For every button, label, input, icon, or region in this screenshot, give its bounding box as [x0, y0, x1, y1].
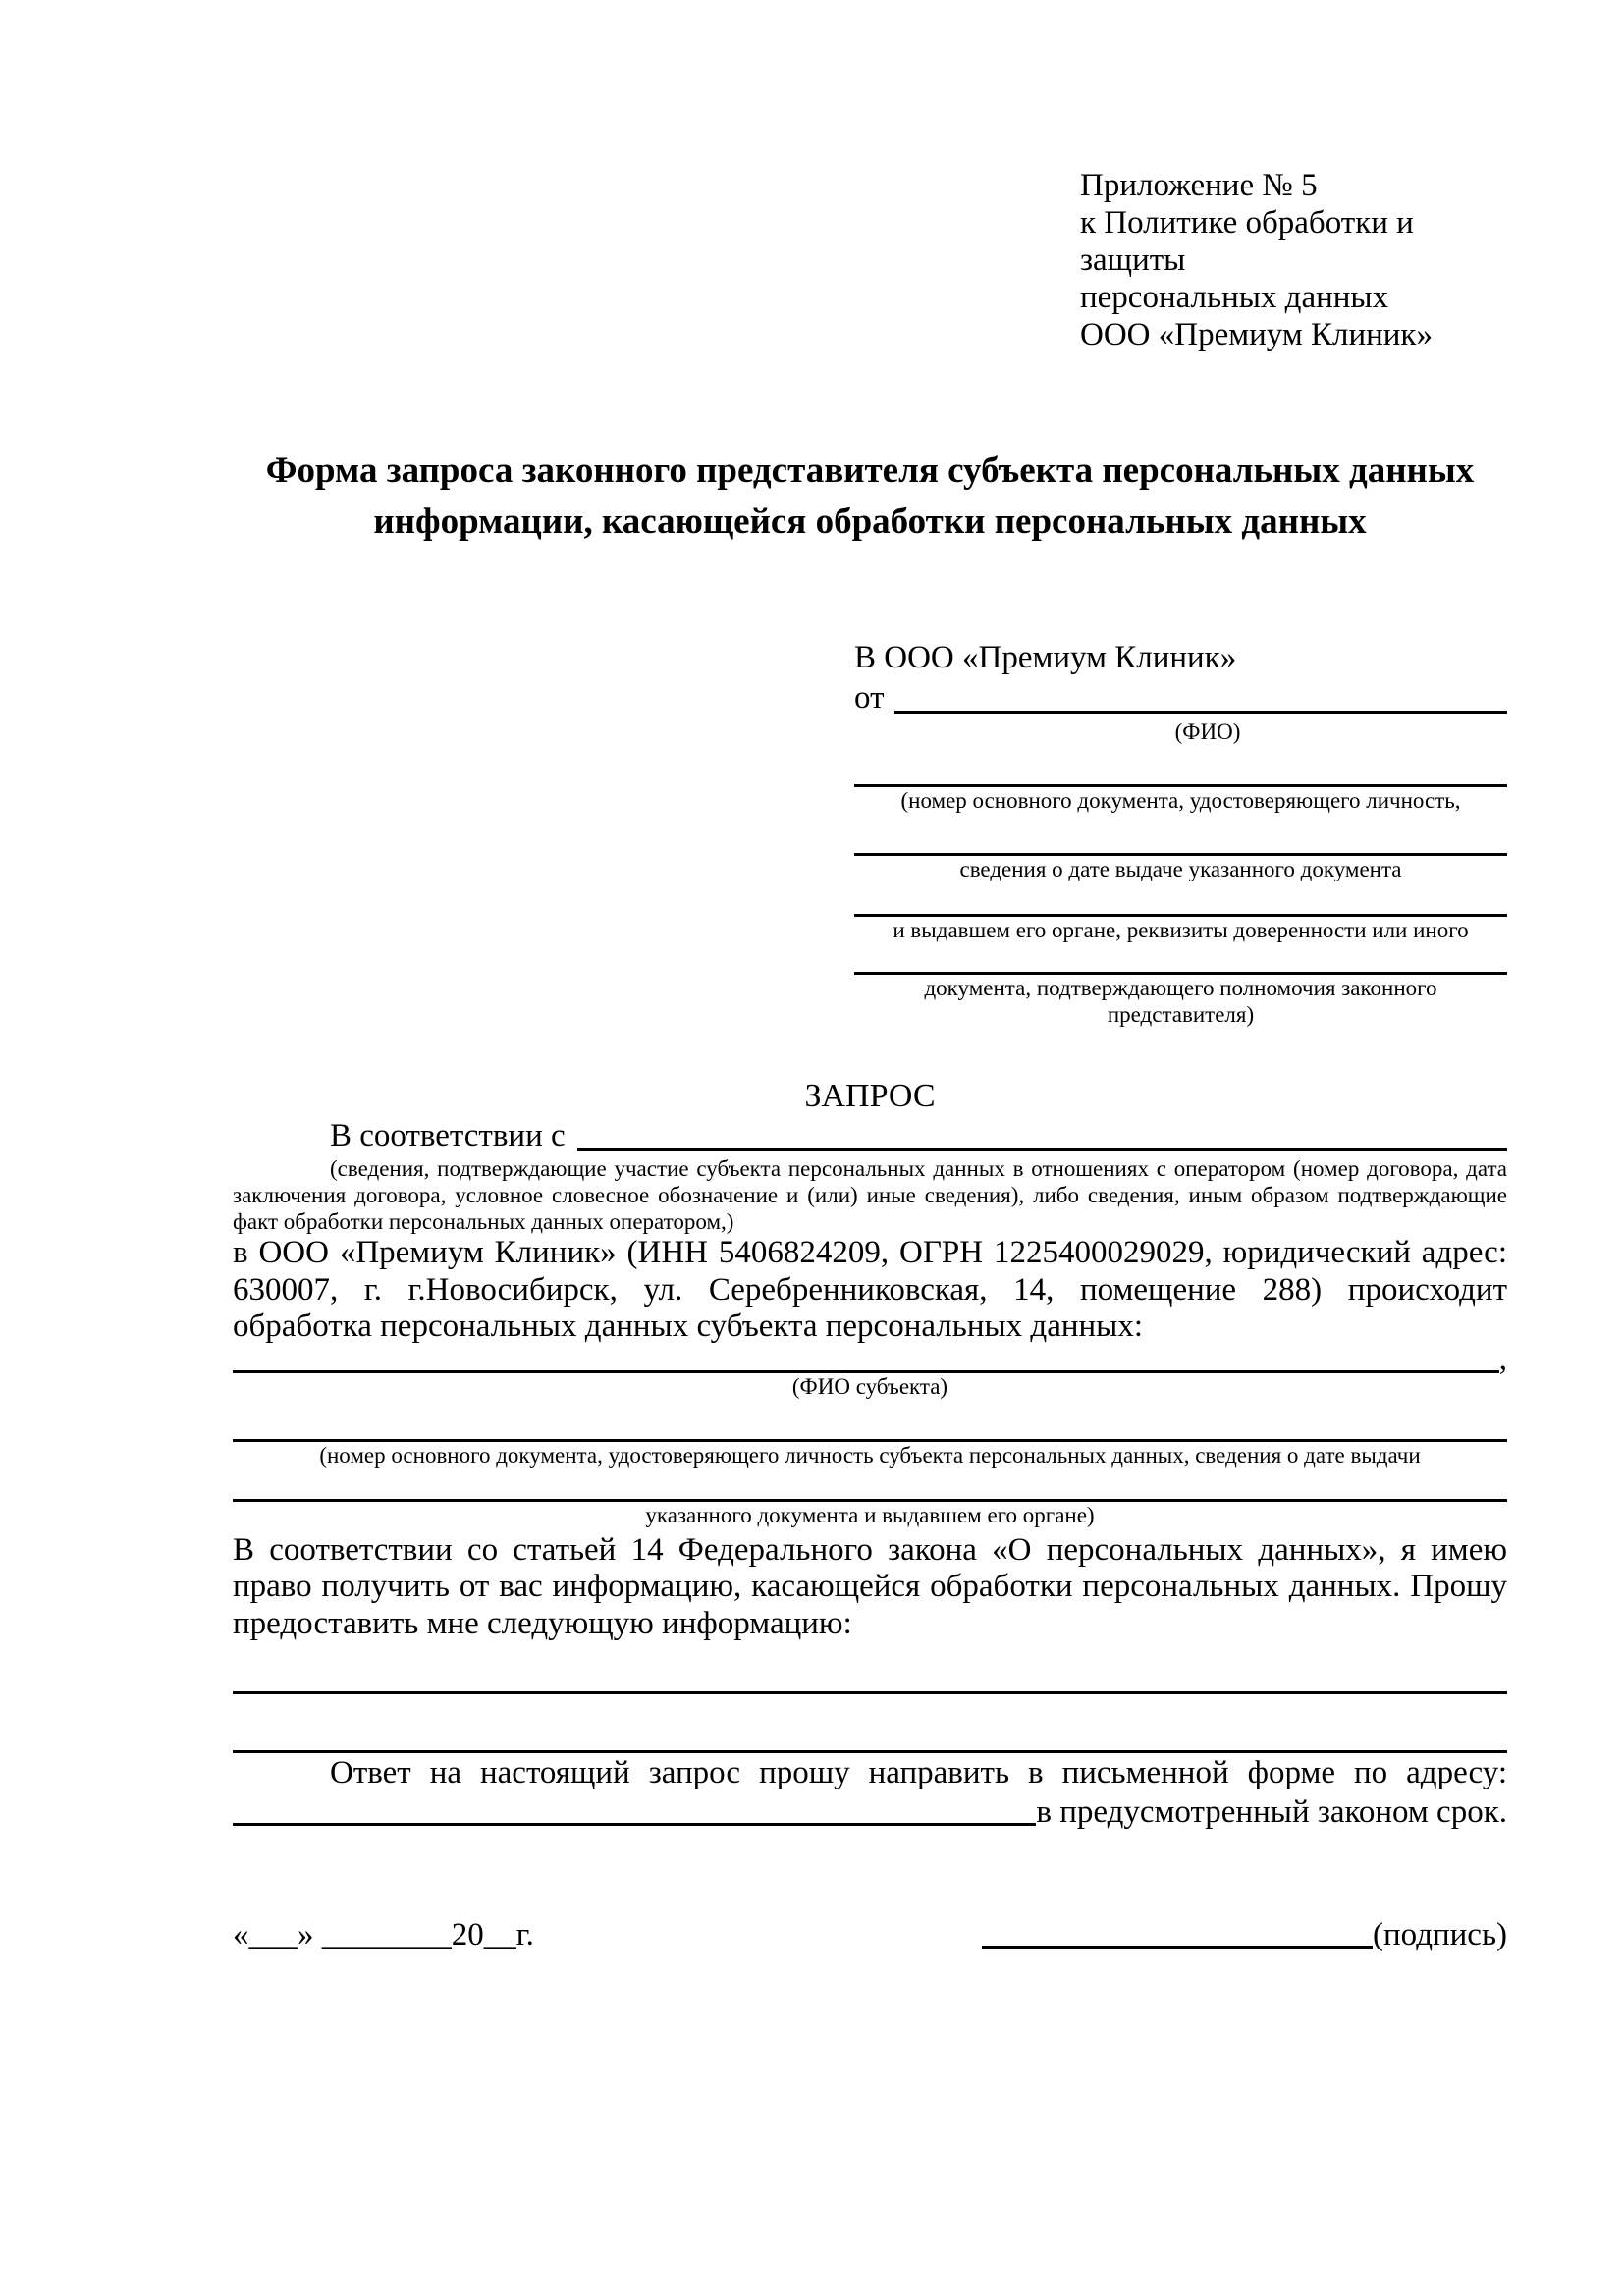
from-label: от: [854, 680, 885, 716]
appendix-policy-line: к Политике обработки и защиты: [1080, 205, 1414, 278]
date-blank: «___» ________20__г.: [233, 1917, 534, 1952]
representative-doc-row-4: [854, 943, 1507, 1028]
representative-doc-row-2: [854, 814, 1507, 882]
representative-doc-blank-line-2: [854, 814, 1507, 856]
subject-doc-blank-line-1: [233, 1400, 1507, 1442]
signature-caption: (подпись): [1373, 1917, 1507, 1952]
from-blank-line: [894, 678, 1508, 714]
from-row: [854, 678, 1507, 719]
subject-fio-comma: ,: [1498, 1341, 1507, 1377]
representative-doc-caption-2: сведения о дате выдаче указанного документа: [959, 857, 1402, 881]
answer-address-row: [233, 1792, 1507, 1832]
representative-doc-blank-line-1: [854, 765, 1507, 787]
representative-doc-row-3: [854, 882, 1507, 943]
answer-request-paragraph: Ответ на настоящий запрос прошу направить в письменной форме по адресу:: [330, 1755, 1507, 1790]
appendix-header: [1080, 167, 1507, 353]
document-title-line1: Форма запроса законного представителя субъекта персональных данных: [265, 451, 1475, 491]
subject-doc-caption-2: указанного документа и выдавшем его органе): [645, 1502, 1095, 1527]
representative-doc-blank-line-4: [854, 943, 1507, 975]
footer-row: [233, 1915, 1507, 1954]
representative-doc-row-1: [854, 765, 1507, 814]
appendix-organization: ООО «Премиум Клиник»: [1080, 317, 1433, 352]
subject-doc-caption-1: (номер основного документа, удостоверяющего личность субъекта персональных данных, сведения о дате выдачи: [319, 1442, 1421, 1468]
addressee-block: [854, 638, 1507, 1028]
accordance-caption: (сведения, подтверждающие участие субъекта персональных данных в отношениях с оператором (номер договора, дата заключения договора, условное словесное обозначение и (или) иные сведения), либо сведения, иным образом подтверждающие факт обработки персональных данных оператором,): [233, 1156, 1507, 1234]
representative-doc-caption-1: (номер основного документа, удостоверяющего личность,: [900, 788, 1461, 813]
subject-fio-caption: (ФИО субъекта): [791, 1373, 948, 1399]
representative-doc-blank-line-3: [854, 882, 1507, 917]
representative-doc-caption-4: документа, подтверждающего полномочия законного представителя): [924, 976, 1437, 1027]
representative-doc-caption-3: и выдавшем его органе, реквизиты доверенности или иного: [893, 918, 1469, 942]
subject-doc-blank-line-2: [233, 1468, 1507, 1502]
requested-info-blank-line-2: [233, 1694, 1507, 1753]
addressee-organization: В ООО «Премиум Клиник»: [854, 640, 1237, 675]
document-title: [233, 446, 1507, 548]
answer-tail-text: в предусмотренный законом срок.: [1036, 1794, 1507, 1830]
document-title-line2: информации, касающейся обработки персональных данных: [373, 502, 1367, 542]
operator-paragraph: в ООО «Премиум Клиник» (ИНН 5406824209, ОГРН 1225400029029, юридический адрес: 630007, г. г.Новосибирск, ул. Серебренниковская, 14, помещение 288) происходит обработка персональных данных субъекта персональных данных:: [233, 1235, 1507, 1344]
appendix-policy-line2: персональных данных: [1080, 280, 1389, 315]
answer-address-blank-line: [233, 1823, 1036, 1826]
accordance-blank-line: [577, 1116, 1507, 1151]
accordance-row: [233, 1116, 1507, 1155]
fio-caption: (ФИО): [1174, 720, 1241, 744]
appendix-number: Приложение № 5: [1080, 168, 1318, 203]
requested-info-blank-line-1: [233, 1642, 1507, 1694]
document-content: [233, 0, 1507, 1954]
accordance-label: В соответствии с: [330, 1118, 566, 1153]
subject-fio-row: [233, 1341, 1507, 1377]
request-heading: ЗАПРОС: [804, 1078, 936, 1114]
subject-fio-blank-line: [233, 1346, 1499, 1373]
signature-group: [982, 1915, 1507, 1954]
signature-blank-line: [982, 1946, 1373, 1949]
law-paragraph: В соответствии со статьей 14 Федерального закона «О персональных данных», я имею право получить от вас информацию, касающейся обработки персональных данных. Прошу предоставить мне следующую информацию:: [233, 1531, 1507, 1641]
